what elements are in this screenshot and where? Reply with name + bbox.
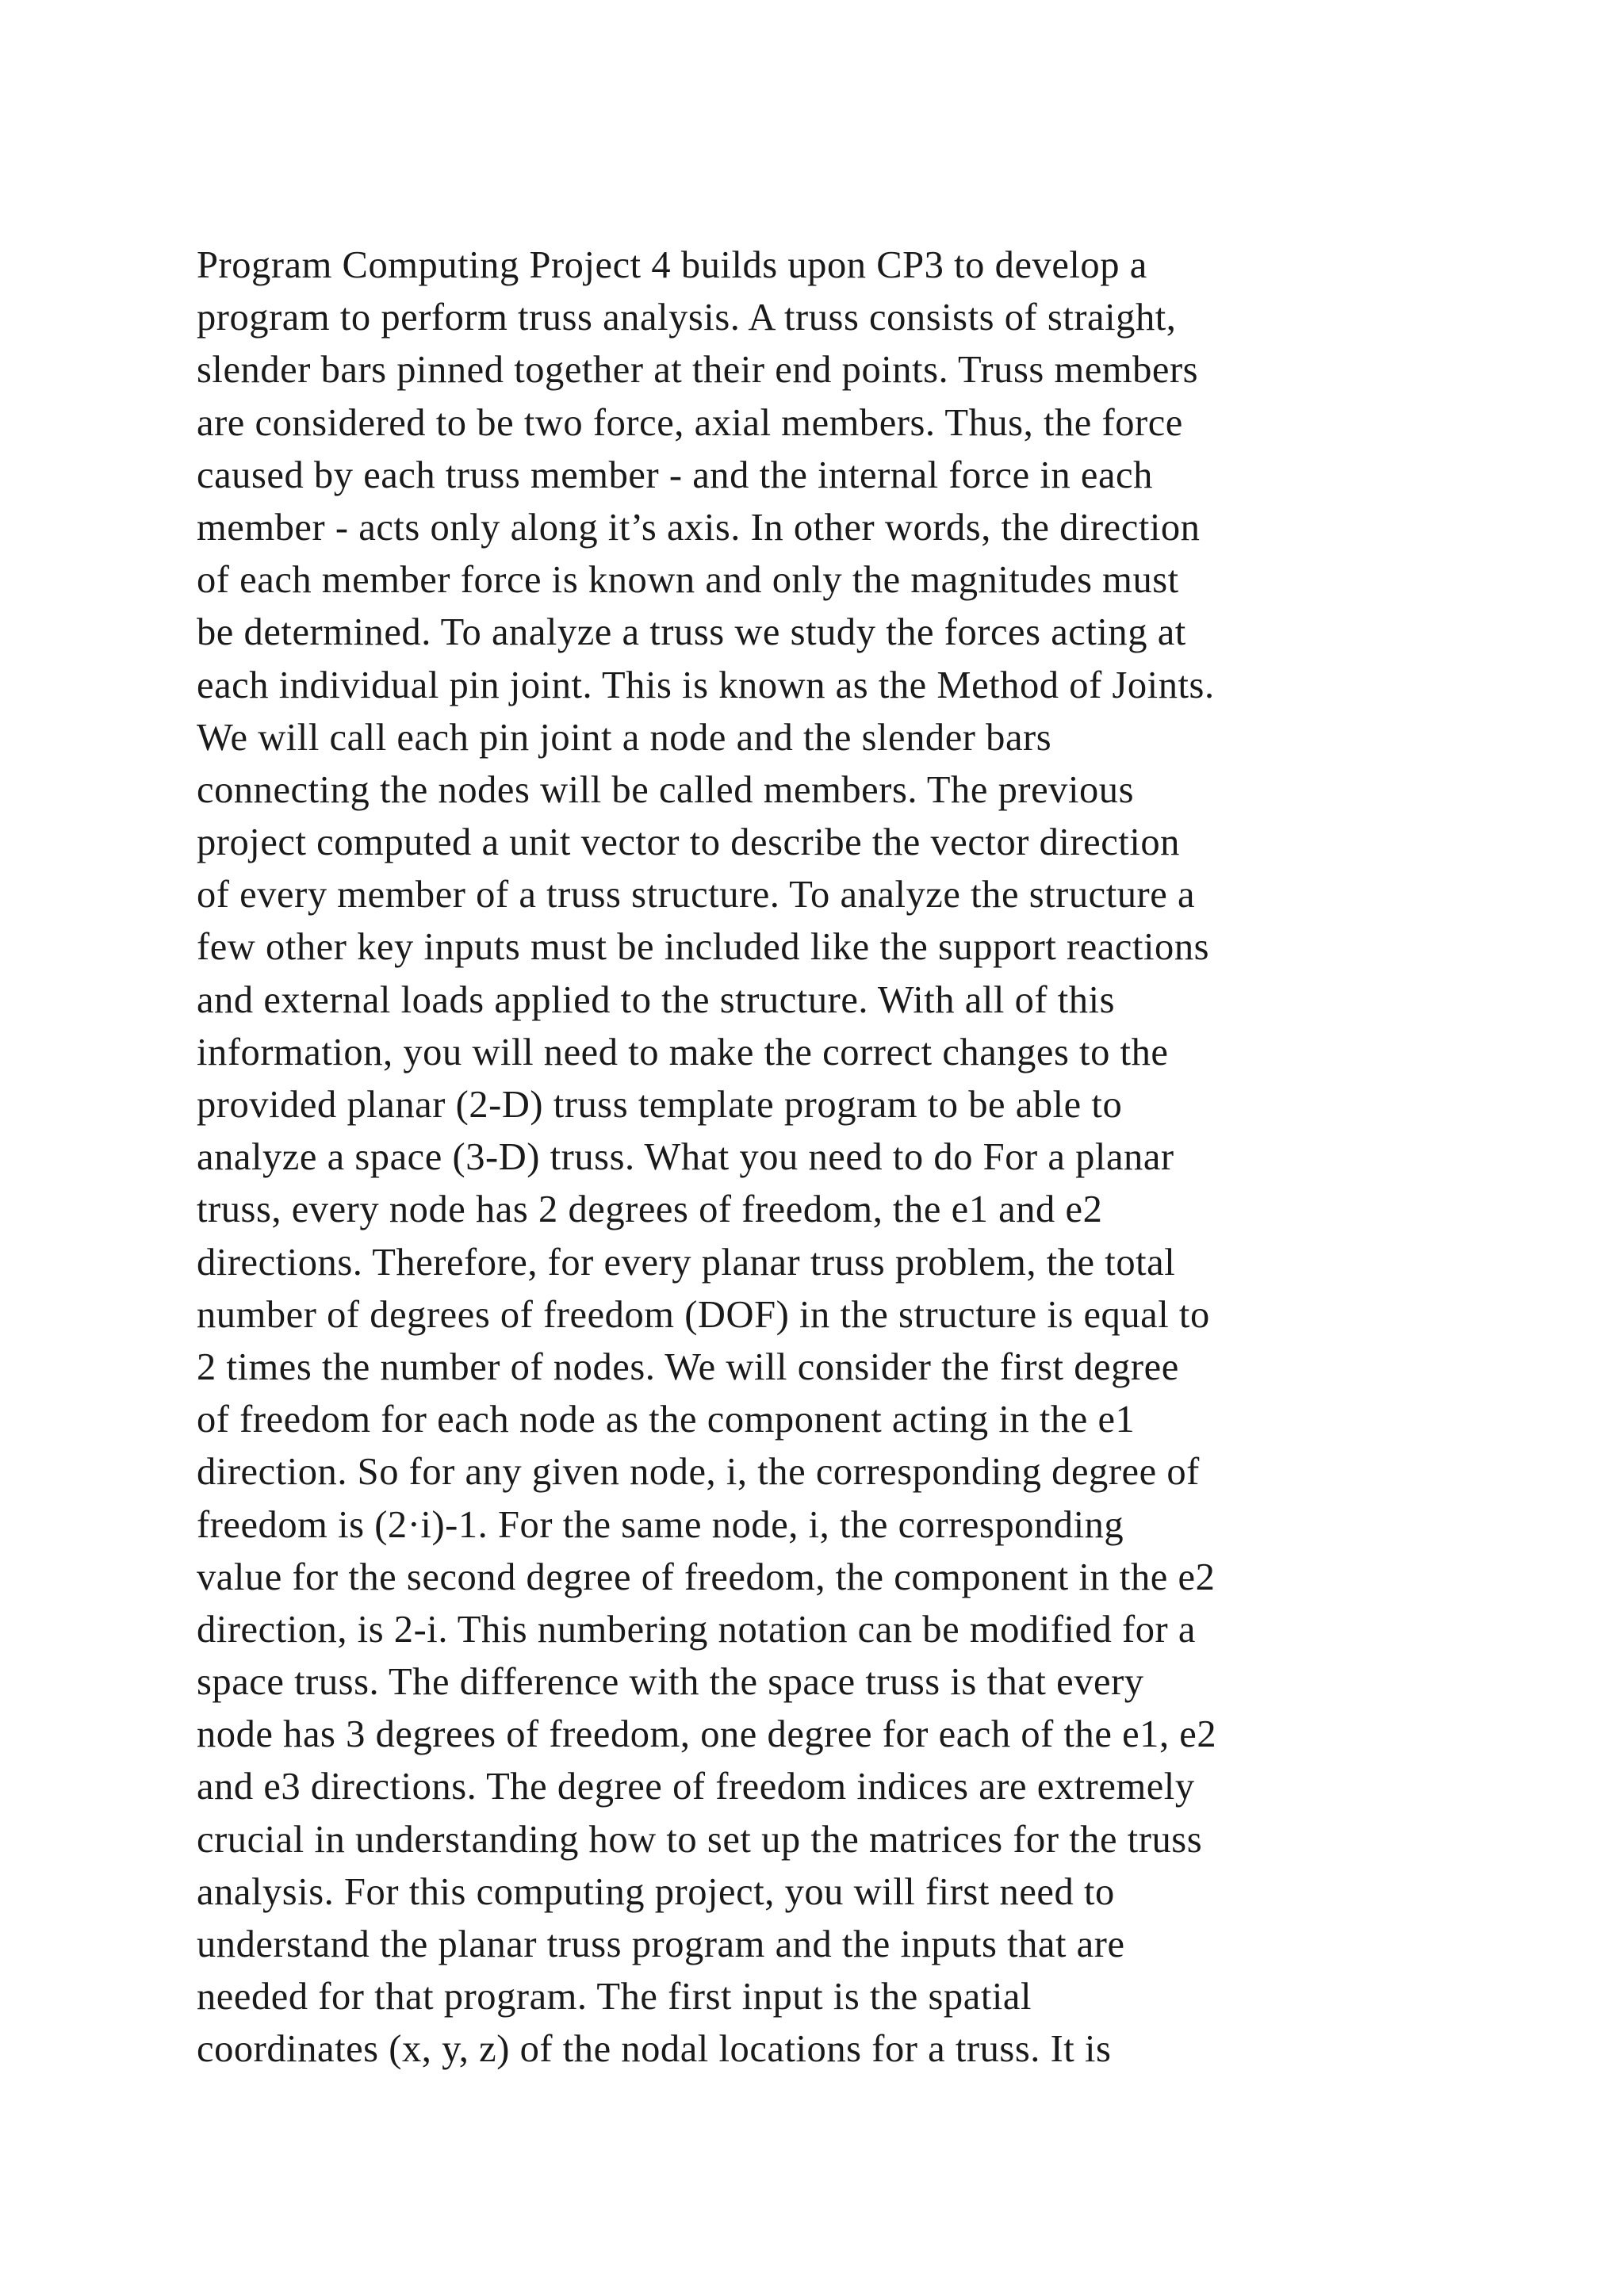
text-line: information, you will need to make the correct changes to the: [197, 1031, 1169, 1073]
text-line: value for the second degree of freedom, the component in the e2: [197, 1556, 1216, 1598]
text-line: are considered to be two force, axial members. Thus, the force: [197, 401, 1183, 444]
text-line: coordinates (x, y, z) of the nodal locations for a truss. It is: [197, 2028, 1112, 2071]
text-line: and external loads applied to the structure. With all of this: [197, 978, 1116, 1021]
text-line: 2 times the number of nodes. We will consider the first degree: [197, 1345, 1179, 1388]
text-line: of freedom for each node as the component acting in the e1: [197, 1399, 1136, 1441]
text-line: member - acts only along it’s axis. In other words, the direction: [197, 506, 1201, 549]
text-line: Program Computing Project 4 builds upon CP3 to develop a: [197, 244, 1147, 286]
text-line: project computed a unit vector to describe the vector direction: [197, 821, 1180, 864]
text-line: We will call each pin joint a node and the slender bars: [197, 716, 1052, 759]
text-line: few other key inputs must be included like the support reactions: [197, 926, 1210, 969]
text-line: connecting the nodes will be called members. The previous: [197, 768, 1134, 811]
text-line: directions. Therefore, for every planar truss problem, the total: [197, 1241, 1176, 1284]
text-line: program to perform truss analysis. A truss consists of straight,: [197, 297, 1177, 339]
body-text: [197, 239, 1465, 2076]
text-line: understand the planar truss program and the inputs that are: [197, 1923, 1125, 1965]
text-line: number of degrees of freedom (DOF) in the structure is equal to: [197, 1293, 1210, 1336]
text-line: analysis. For this computing project, you will first need to: [197, 1870, 1115, 1913]
text-line: caused by each truss member - and the internal force in each: [197, 453, 1153, 496]
text-line: be determined. To analyze a truss we study the forces acting at: [197, 611, 1186, 654]
text-line: each individual pin joint. This is known as the Method of Joints.: [197, 664, 1215, 706]
text-line: crucial in understanding how to set up the matrices for the truss: [197, 1818, 1203, 1861]
text-line: freedom is (2·i)-1. For the same node, i, the corresponding: [197, 1503, 1124, 1546]
text-line: slender bars pinned together at their end points. Truss members: [197, 349, 1199, 392]
text-line: and e3 directions. The degree of freedom indices are extremely: [197, 1766, 1195, 1808]
text-line: direction, is 2-i. This numbering notation can be modified for a: [197, 1608, 1196, 1651]
text-line: provided planar (2-D) truss template program to be able to: [197, 1084, 1123, 1126]
text-line: direction. So for any given node, i, the corresponding degree of: [197, 1451, 1200, 1494]
text-line: needed for that program. The first input is the spatial: [197, 1976, 1032, 2019]
text-line: truss, every node has 2 degrees of freedom, the e1 and e2: [197, 1188, 1103, 1231]
text-line: analyze a space (3-D) truss. What you need to do For a planar: [197, 1136, 1174, 1179]
text-line: node has 3 degrees of freedom, one degree for each of the e1, e2: [197, 1713, 1217, 1756]
text-line: space truss. The difference with the space truss is that every: [197, 1661, 1144, 1704]
text-line: of every member of a truss structure. To analyze the structure a: [197, 874, 1196, 916]
text-line: of each member force is known and only the magnitudes must: [197, 559, 1179, 602]
